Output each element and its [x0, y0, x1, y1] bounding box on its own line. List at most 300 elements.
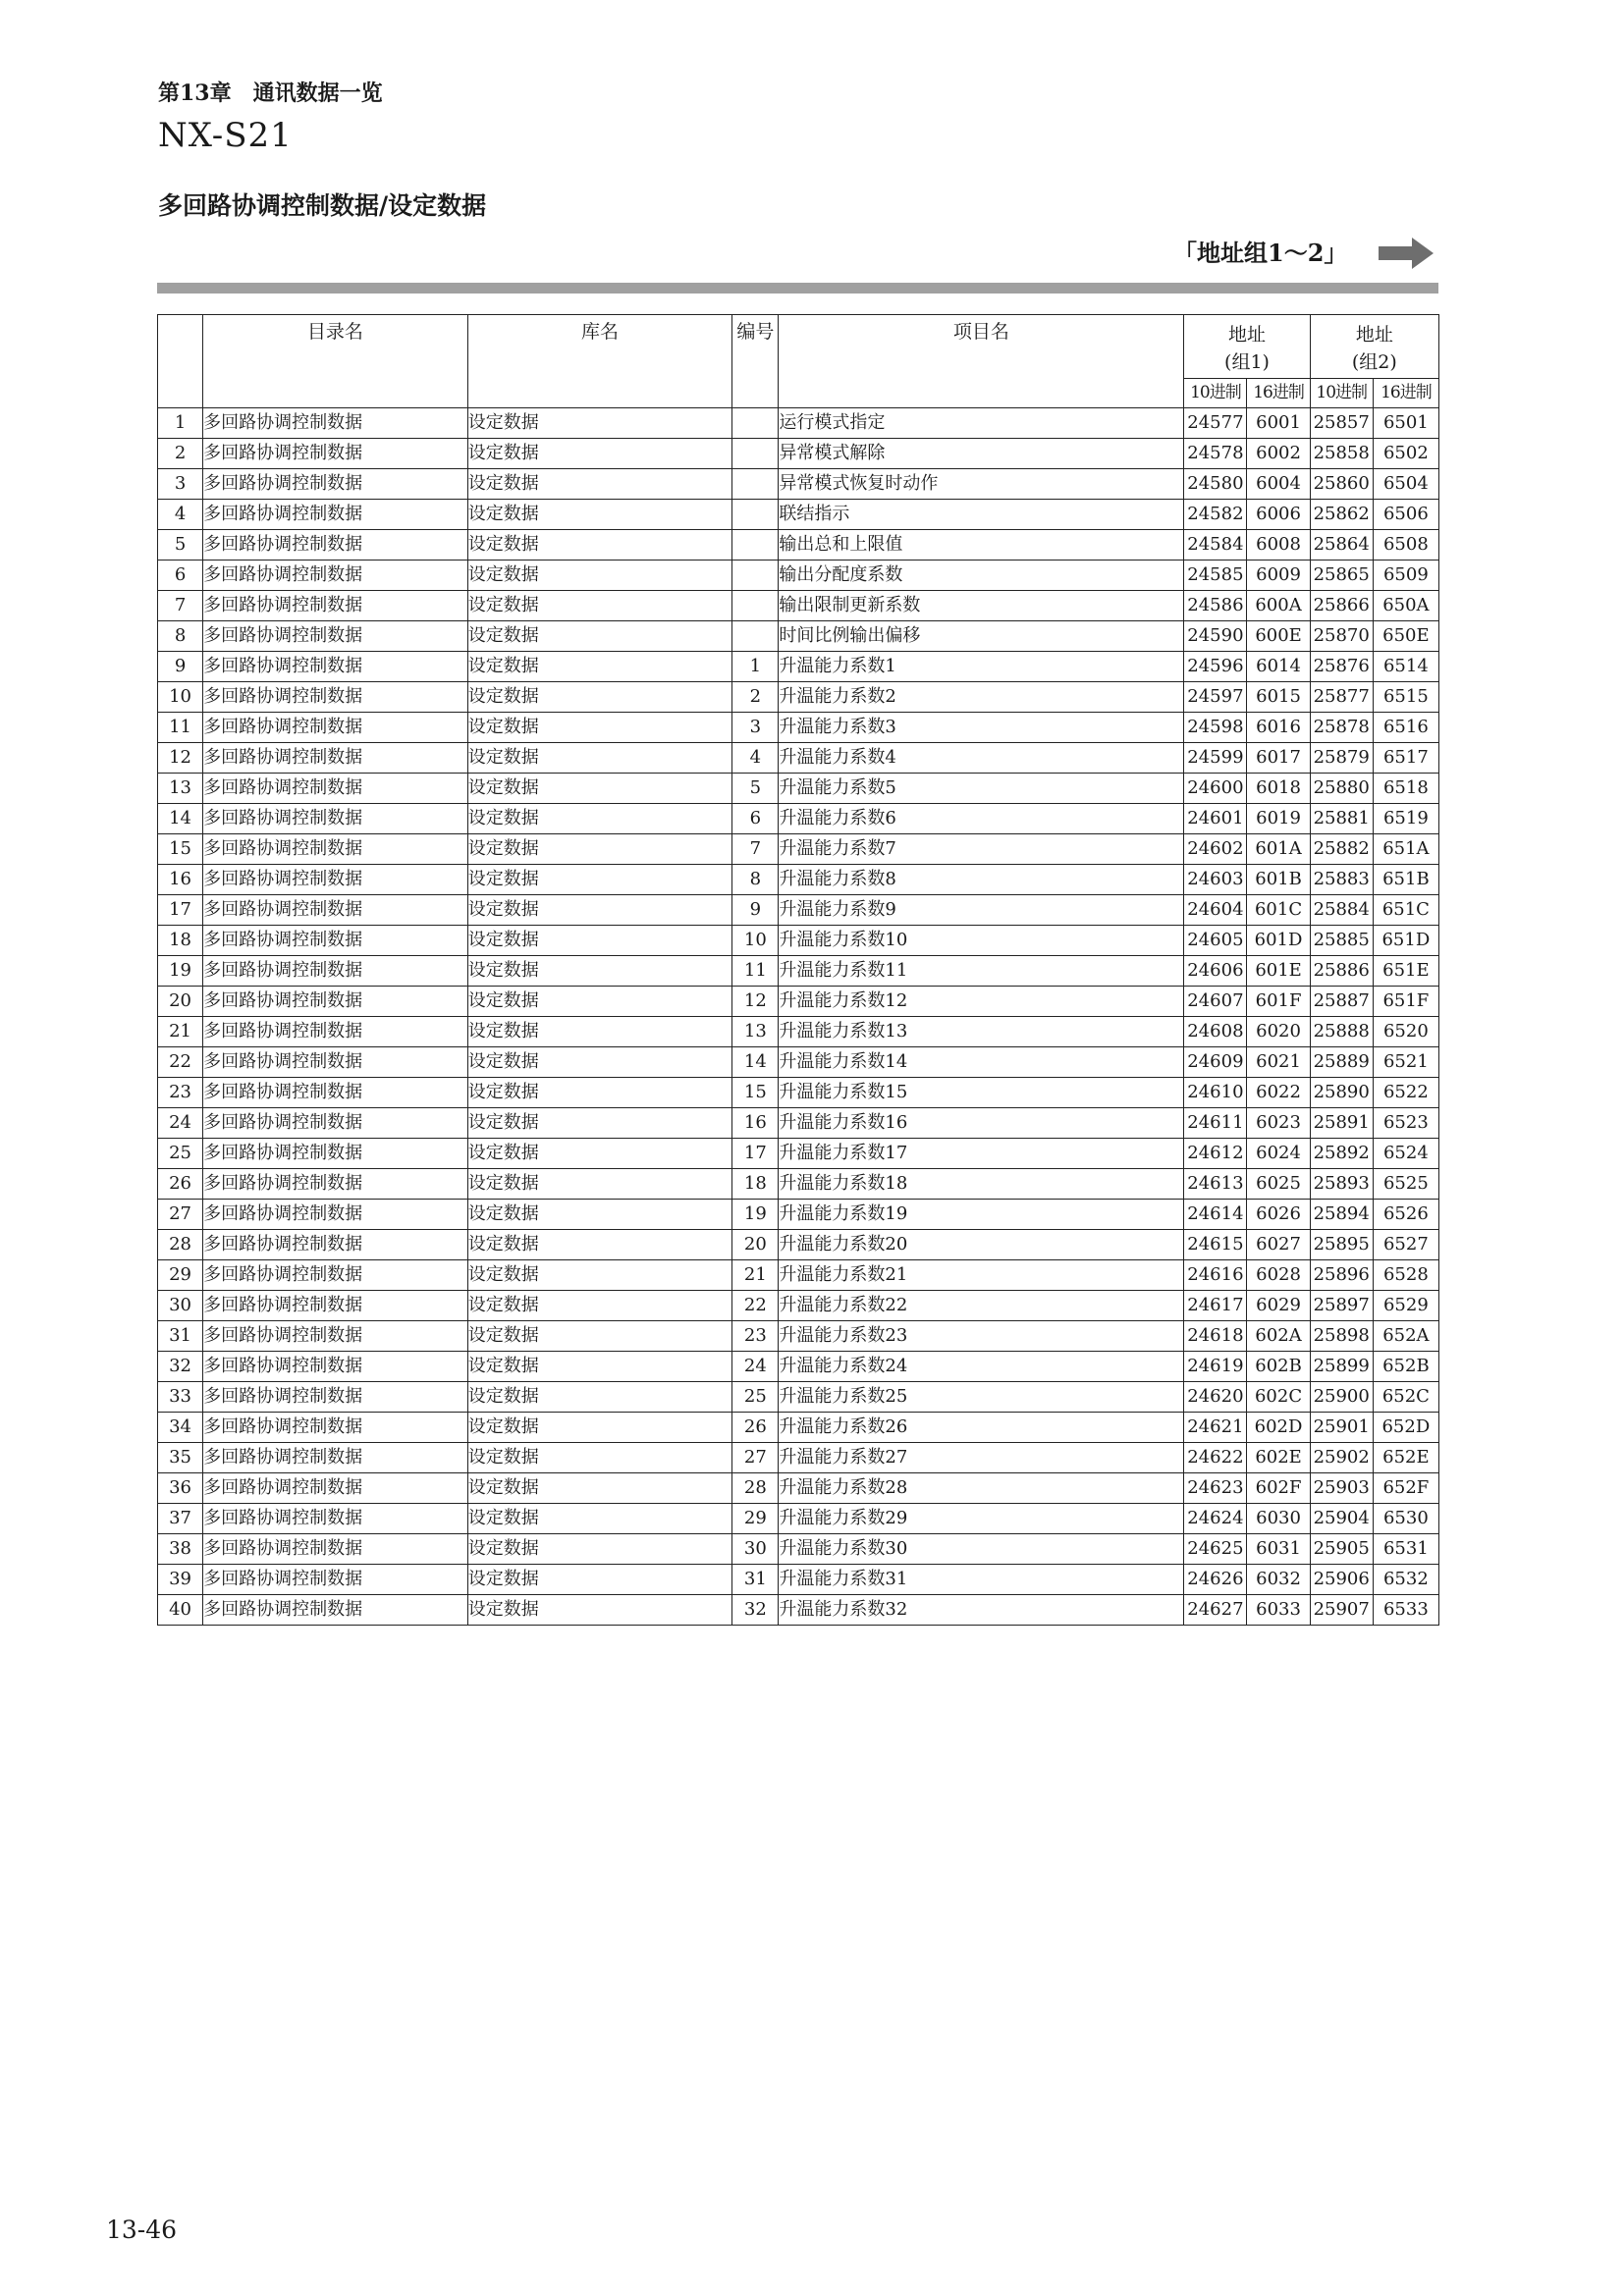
- group1-decimal-cell: 24612: [1184, 1139, 1247, 1169]
- item-number-cell: 22: [732, 1291, 779, 1321]
- catalog-name-cell: 多回路协调控制数据: [203, 1078, 468, 1108]
- item-number-cell: 23: [732, 1321, 779, 1352]
- item-number-cell: [732, 469, 779, 500]
- library-name-cell: 设定数据: [467, 1291, 732, 1321]
- header-divider: [157, 283, 1438, 294]
- item-name-cell: 升温能力系数14: [779, 1047, 1184, 1078]
- item-number-cell: 18: [732, 1169, 779, 1200]
- item-number-cell: 10: [732, 926, 779, 956]
- catalog-name-cell: 多回路协调控制数据: [203, 530, 468, 561]
- group1-hex-cell: 6002: [1247, 439, 1310, 469]
- group2-decimal-cell: 25866: [1310, 591, 1373, 621]
- catalog-name-cell: 多回路协调控制数据: [203, 1565, 468, 1595]
- group1-hex-cell: 602A: [1247, 1321, 1310, 1352]
- row-index-cell: 24: [158, 1108, 203, 1139]
- group2-hex-cell: 6526: [1373, 1200, 1438, 1230]
- group2-hex-cell: 6531: [1373, 1534, 1438, 1565]
- library-name-cell: 设定数据: [467, 500, 732, 530]
- group2-decimal-cell: 25882: [1310, 834, 1373, 865]
- item-number-cell: 24: [732, 1352, 779, 1382]
- row-index-cell: 40: [158, 1595, 203, 1626]
- group1-hex-cell: 6031: [1247, 1534, 1310, 1565]
- row-index-cell: 3: [158, 469, 203, 500]
- group1-decimal-cell: 24584: [1184, 530, 1247, 561]
- group1-decimal-cell: 24596: [1184, 652, 1247, 682]
- group1-hex-cell: 602F: [1247, 1473, 1310, 1504]
- item-number-cell: [732, 530, 779, 561]
- row-index-cell: 18: [158, 926, 203, 956]
- row-index-cell: 25: [158, 1139, 203, 1169]
- item-name-cell: 异常模式恢复时动作: [779, 469, 1184, 500]
- item-name-cell: 升温能力系数23: [779, 1321, 1184, 1352]
- group2-decimal-cell: 25865: [1310, 561, 1373, 591]
- item-name-cell: 升温能力系数20: [779, 1230, 1184, 1260]
- item-name-cell: 升温能力系数2: [779, 682, 1184, 713]
- group2-hex-cell: 6529: [1373, 1291, 1438, 1321]
- group2-decimal-cell: 25857: [1310, 408, 1373, 439]
- group2-decimal-cell: 25889: [1310, 1047, 1373, 1078]
- table-row: [158, 439, 1439, 469]
- table-row: [158, 713, 1439, 743]
- library-name-header: 库名: [467, 315, 732, 408]
- item-number-cell: [732, 408, 779, 439]
- group2-hex-cell: 650A: [1373, 591, 1438, 621]
- group1-hex-cell: 601C: [1247, 895, 1310, 926]
- group1-hex-cell: 6001: [1247, 408, 1310, 439]
- table-row: [158, 834, 1439, 865]
- catalog-name-cell: 多回路协调控制数据: [203, 1534, 468, 1565]
- table-row: [158, 1078, 1439, 1108]
- group1-hex-cell: 602C: [1247, 1382, 1310, 1413]
- group1-decimal-cell: 24604: [1184, 895, 1247, 926]
- item-number-cell: [732, 561, 779, 591]
- group1-hex-cell: 6014: [1247, 652, 1310, 682]
- table-row: [158, 408, 1439, 439]
- library-name-cell: 设定数据: [467, 987, 732, 1017]
- group2-hex-cell: 652E: [1373, 1443, 1438, 1473]
- group1-hex-cell: 6029: [1247, 1291, 1310, 1321]
- group1-hex-cell: 6027: [1247, 1230, 1310, 1260]
- group2-hex-cell: 6524: [1373, 1139, 1438, 1169]
- group1-decimal-cell: 24617: [1184, 1291, 1247, 1321]
- group2-hex-cell: 6520: [1373, 1017, 1438, 1047]
- address-group1-header: 地址 (组1): [1184, 315, 1310, 379]
- library-name-cell: 设定数据: [467, 1534, 732, 1565]
- group1-decimal-cell: 24627: [1184, 1595, 1247, 1626]
- library-name-cell: 设定数据: [467, 1078, 732, 1108]
- group2-decimal-cell: 25894: [1310, 1200, 1373, 1230]
- group1-decimal-cell: 24585: [1184, 561, 1247, 591]
- library-name-cell: 设定数据: [467, 1200, 732, 1230]
- group1-decimal-cell: 24626: [1184, 1565, 1247, 1595]
- table-row: [158, 987, 1439, 1017]
- item-number-cell: 13: [732, 1017, 779, 1047]
- catalog-name-cell: 多回路协调控制数据: [203, 1443, 468, 1473]
- catalog-name-cell: 多回路协调控制数据: [203, 1473, 468, 1504]
- group2-decimal-cell: 25870: [1310, 621, 1373, 652]
- item-number-cell: 17: [732, 1139, 779, 1169]
- catalog-name-cell: 多回路协调控制数据: [203, 1260, 468, 1291]
- item-number-cell: 29: [732, 1504, 779, 1534]
- chapter-heading: 第13章 通讯数据一览: [158, 80, 383, 106]
- library-name-cell: 设定数据: [467, 439, 732, 469]
- item-name-cell: 升温能力系数11: [779, 956, 1184, 987]
- item-name-cell: 升温能力系数31: [779, 1565, 1184, 1595]
- group2-decimal-cell: 25862: [1310, 500, 1373, 530]
- table-row: [158, 1139, 1439, 1169]
- catalog-name-cell: 多回路协调控制数据: [203, 1382, 468, 1413]
- group2-decimal-cell: 25891: [1310, 1108, 1373, 1139]
- group2-decimal-cell: 25876: [1310, 652, 1373, 682]
- group2-hex-cell: 6504: [1373, 469, 1438, 500]
- group1-hex-cell: 6006: [1247, 500, 1310, 530]
- item-number-cell: 27: [732, 1443, 779, 1473]
- group2-hex-cell: 651F: [1373, 987, 1438, 1017]
- catalog-name-cell: 多回路协调控制数据: [203, 469, 468, 500]
- row-index-cell: 21: [158, 1017, 203, 1047]
- row-index-cell: 27: [158, 1200, 203, 1230]
- library-name-cell: 设定数据: [467, 1139, 732, 1169]
- group1-hex-cell: 601E: [1247, 956, 1310, 987]
- group1-decimal-cell: 24622: [1184, 1443, 1247, 1473]
- item-number-cell: 28: [732, 1473, 779, 1504]
- group1-decimal-cell: 24621: [1184, 1413, 1247, 1443]
- catalog-name-cell: 多回路协调控制数据: [203, 1504, 468, 1534]
- row-index-cell: 37: [158, 1504, 203, 1534]
- address-group2-header: 地址 (组2): [1310, 315, 1438, 379]
- group1-hex-cell: 6019: [1247, 804, 1310, 834]
- library-name-cell: 设定数据: [467, 621, 732, 652]
- group2-decimal-cell: 25860: [1310, 469, 1373, 500]
- group1-hex-cell: 6032: [1247, 1565, 1310, 1595]
- table-row: [158, 1108, 1439, 1139]
- group2-hex-cell: 652B: [1373, 1352, 1438, 1382]
- item-name-cell: 升温能力系数4: [779, 743, 1184, 774]
- table-row: [158, 1200, 1439, 1230]
- row-index-cell: 36: [158, 1473, 203, 1504]
- table-row: [158, 621, 1439, 652]
- group1-hex-cell: 602E: [1247, 1443, 1310, 1473]
- catalog-name-cell: 多回路协调控制数据: [203, 682, 468, 713]
- library-name-cell: 设定数据: [467, 1352, 732, 1382]
- group1-decimal-cell: 24580: [1184, 469, 1247, 500]
- group1-hex-cell: 6015: [1247, 682, 1310, 713]
- table-row: [158, 1230, 1439, 1260]
- item-number-cell: 11: [732, 956, 779, 987]
- library-name-cell: 设定数据: [467, 1382, 732, 1413]
- group2-hex-cell: 652C: [1373, 1382, 1438, 1413]
- group2-decimal-cell: 25890: [1310, 1078, 1373, 1108]
- group1-decimal-cell: 24611: [1184, 1108, 1247, 1139]
- group2-hex-cell: 651B: [1373, 865, 1438, 895]
- group2-decimal-header: 10进制: [1310, 379, 1373, 408]
- group2-hex-cell: 651A: [1373, 834, 1438, 865]
- library-name-cell: 设定数据: [467, 1565, 732, 1595]
- table-row: [158, 1443, 1439, 1473]
- row-index-cell: 11: [158, 713, 203, 743]
- catalog-name-cell: 多回路协调控制数据: [203, 865, 468, 895]
- group2-hex-cell: 652A: [1373, 1321, 1438, 1352]
- group2-decimal-cell: 25898: [1310, 1321, 1373, 1352]
- group2-hex-cell: 6528: [1373, 1260, 1438, 1291]
- group2-decimal-cell: 25864: [1310, 530, 1373, 561]
- library-name-cell: 设定数据: [467, 1017, 732, 1047]
- item-number-cell: 20: [732, 1230, 779, 1260]
- library-name-cell: 设定数据: [467, 1595, 732, 1626]
- item-name-cell: 升温能力系数29: [779, 1504, 1184, 1534]
- catalog-name-cell: 多回路协调控制数据: [203, 1169, 468, 1200]
- row-index-cell: 23: [158, 1078, 203, 1108]
- section-subtitle: 多回路协调控制数据/设定数据: [158, 191, 487, 220]
- group1-decimal-cell: 24577: [1184, 408, 1247, 439]
- group1-decimal-cell: 24602: [1184, 834, 1247, 865]
- item-number-cell: 3: [732, 713, 779, 743]
- catalog-name-cell: 多回路协调控制数据: [203, 926, 468, 956]
- group1-decimal-cell: 24605: [1184, 926, 1247, 956]
- library-name-cell: 设定数据: [467, 1443, 732, 1473]
- library-name-cell: 设定数据: [467, 682, 732, 713]
- group2-hex-cell: 6518: [1373, 774, 1438, 804]
- group2-hex-cell: 6515: [1373, 682, 1438, 713]
- catalog-name-cell: 多回路协调控制数据: [203, 1017, 468, 1047]
- library-name-cell: 设定数据: [467, 1047, 732, 1078]
- row-index-cell: 34: [158, 1413, 203, 1443]
- catalog-name-cell: 多回路协调控制数据: [203, 1047, 468, 1078]
- group2-decimal-cell: 25858: [1310, 439, 1373, 469]
- table-row: [158, 530, 1439, 561]
- group2-decimal-cell: 25905: [1310, 1534, 1373, 1565]
- group1-hex-cell: 601B: [1247, 865, 1310, 895]
- group2-hex-header: 16进制: [1373, 379, 1438, 408]
- catalog-name-cell: 多回路协调控制数据: [203, 713, 468, 743]
- item-name-cell: 升温能力系数1: [779, 652, 1184, 682]
- item-number-cell: 7: [732, 834, 779, 865]
- row-index-cell: 32: [158, 1352, 203, 1382]
- group2-hex-cell: 6523: [1373, 1108, 1438, 1139]
- catalog-name-cell: 多回路协调控制数据: [203, 1108, 468, 1139]
- group1-decimal-cell: 24598: [1184, 713, 1247, 743]
- group1-decimal-header: 10进制: [1184, 379, 1247, 408]
- group2-decimal-cell: 25884: [1310, 895, 1373, 926]
- item-name-cell: 升温能力系数3: [779, 713, 1184, 743]
- row-index-cell: 29: [158, 1260, 203, 1291]
- table-row: [158, 591, 1439, 621]
- group1-decimal-cell: 24609: [1184, 1047, 1247, 1078]
- table-row: [158, 1017, 1439, 1047]
- address-group-label: 「地址组1～2」: [1173, 239, 1348, 267]
- group2-decimal-cell: 25901: [1310, 1413, 1373, 1443]
- row-index-cell: 31: [158, 1321, 203, 1352]
- group2-decimal-cell: 25897: [1310, 1291, 1373, 1321]
- group1-hex-cell: 6021: [1247, 1047, 1310, 1078]
- row-index-cell: 19: [158, 956, 203, 987]
- group1-decimal-cell: 24599: [1184, 743, 1247, 774]
- table-row: [158, 1291, 1439, 1321]
- group2-hex-cell: 6501: [1373, 408, 1438, 439]
- group2-decimal-cell: 25880: [1310, 774, 1373, 804]
- catalog-name-cell: 多回路协调控制数据: [203, 743, 468, 774]
- item-name-header: 项目名: [779, 315, 1184, 408]
- model-title: NX-S21: [158, 116, 293, 155]
- item-number-cell: 25: [732, 1382, 779, 1413]
- group2-decimal-cell: 25903: [1310, 1473, 1373, 1504]
- group1-hex-cell: 602B: [1247, 1352, 1310, 1382]
- row-index-cell: 35: [158, 1443, 203, 1473]
- item-name-cell: 运行模式指定: [779, 408, 1184, 439]
- library-name-cell: 设定数据: [467, 1108, 732, 1139]
- table-row: [158, 1504, 1439, 1534]
- group2-hex-cell: 6516: [1373, 713, 1438, 743]
- item-name-cell: 升温能力系数9: [779, 895, 1184, 926]
- library-name-cell: 设定数据: [467, 926, 732, 956]
- group2-decimal-cell: 25877: [1310, 682, 1373, 713]
- catalog-name-cell: 多回路协调控制数据: [203, 956, 468, 987]
- group2-hex-cell: 650E: [1373, 621, 1438, 652]
- table-row: [158, 682, 1439, 713]
- group1-decimal-cell: 24613: [1184, 1169, 1247, 1200]
- catalog-name-cell: 多回路协调控制数据: [203, 1413, 468, 1443]
- group1-hex-cell: 601A: [1247, 834, 1310, 865]
- group2-decimal-cell: 25900: [1310, 1382, 1373, 1413]
- library-name-cell: 设定数据: [467, 1321, 732, 1352]
- item-name-cell: 升温能力系数27: [779, 1443, 1184, 1473]
- group1-hex-cell: 6025: [1247, 1169, 1310, 1200]
- group1-hex-cell: 6030: [1247, 1504, 1310, 1534]
- table-row: [158, 1321, 1439, 1352]
- library-name-cell: 设定数据: [467, 956, 732, 987]
- catalog-name-cell: 多回路协调控制数据: [203, 834, 468, 865]
- catalog-name-cell: 多回路协调控制数据: [203, 987, 468, 1017]
- group2-hex-cell: 6508: [1373, 530, 1438, 561]
- table-row: [158, 1352, 1439, 1382]
- group1-decimal-cell: 24582: [1184, 500, 1247, 530]
- item-name-cell: 升温能力系数16: [779, 1108, 1184, 1139]
- group1-hex-header: 16进制: [1247, 379, 1310, 408]
- item-number-cell: 32: [732, 1595, 779, 1626]
- group2-decimal-cell: 25906: [1310, 1565, 1373, 1595]
- row-index-cell: 5: [158, 530, 203, 561]
- item-number-cell: 19: [732, 1200, 779, 1230]
- row-index-cell: 33: [158, 1382, 203, 1413]
- row-index-cell: 7: [158, 591, 203, 621]
- group1-hex-cell: 602D: [1247, 1413, 1310, 1443]
- item-number-cell: 4: [732, 743, 779, 774]
- catalog-name-cell: 多回路协调控制数据: [203, 1230, 468, 1260]
- group2-hex-cell: 6514: [1373, 652, 1438, 682]
- group1-hex-cell: 6017: [1247, 743, 1310, 774]
- group1-hex-cell: 6028: [1247, 1260, 1310, 1291]
- group1-hex-cell: 6022: [1247, 1078, 1310, 1108]
- catalog-name-cell: 多回路协调控制数据: [203, 591, 468, 621]
- group1-decimal-cell: 24618: [1184, 1321, 1247, 1352]
- group1-hex-cell: 6023: [1247, 1108, 1310, 1139]
- row-index-cell: 28: [158, 1230, 203, 1260]
- item-name-cell: 升温能力系数10: [779, 926, 1184, 956]
- catalog-name-cell: 多回路协调控制数据: [203, 774, 468, 804]
- item-number-cell: 30: [732, 1534, 779, 1565]
- group2-decimal-cell: 25893: [1310, 1169, 1373, 1200]
- group1-decimal-cell: 24606: [1184, 956, 1247, 987]
- table-row: [158, 1260, 1439, 1291]
- item-name-cell: 升温能力系数7: [779, 834, 1184, 865]
- item-name-cell: 时间比例输出偏移: [779, 621, 1184, 652]
- group2-decimal-cell: 25885: [1310, 926, 1373, 956]
- catalog-name-cell: 多回路协调控制数据: [203, 408, 468, 439]
- row-index-cell: 17: [158, 895, 203, 926]
- item-name-cell: 输出总和上限值: [779, 530, 1184, 561]
- item-name-cell: 升温能力系数19: [779, 1200, 1184, 1230]
- item-number-cell: 1: [732, 652, 779, 682]
- library-name-cell: 设定数据: [467, 713, 732, 743]
- item-name-cell: 升温能力系数17: [779, 1139, 1184, 1169]
- page-number: 13-46: [106, 2216, 178, 2244]
- item-number-cell: 6: [732, 804, 779, 834]
- catalog-name-cell: 多回路协调控制数据: [203, 804, 468, 834]
- row-index-cell: 13: [158, 774, 203, 804]
- row-index-cell: 12: [158, 743, 203, 774]
- group1-hex-cell: 6020: [1247, 1017, 1310, 1047]
- item-name-cell: 升温能力系数24: [779, 1352, 1184, 1382]
- library-name-cell: 设定数据: [467, 774, 732, 804]
- library-name-cell: 设定数据: [467, 834, 732, 865]
- item-name-cell: 升温能力系数18: [779, 1169, 1184, 1200]
- item-number-cell: 2: [732, 682, 779, 713]
- item-number-cell: 14: [732, 1047, 779, 1078]
- item-name-cell: 升温能力系数6: [779, 804, 1184, 834]
- group1-decimal-cell: 24608: [1184, 1017, 1247, 1047]
- row-index-cell: 26: [158, 1169, 203, 1200]
- group1-decimal-cell: 24578: [1184, 439, 1247, 469]
- item-name-cell: 输出分配度系数: [779, 561, 1184, 591]
- library-name-cell: 设定数据: [467, 743, 732, 774]
- library-name-cell: 设定数据: [467, 895, 732, 926]
- item-number-cell: 9: [732, 895, 779, 926]
- catalog-name-cell: 多回路协调控制数据: [203, 1352, 468, 1382]
- item-name-cell: 升温能力系数5: [779, 774, 1184, 804]
- group2-decimal-cell: 25899: [1310, 1352, 1373, 1382]
- group2-hex-cell: 6527: [1373, 1230, 1438, 1260]
- table-row: [158, 500, 1439, 530]
- row-index-cell: 14: [158, 804, 203, 834]
- item-number-cell: [732, 439, 779, 469]
- item-name-cell: 升温能力系数8: [779, 865, 1184, 895]
- item-number-cell: 8: [732, 865, 779, 895]
- row-index-cell: 4: [158, 500, 203, 530]
- row-index-cell: 39: [158, 1565, 203, 1595]
- group1-decimal-cell: 24615: [1184, 1230, 1247, 1260]
- table-row: [158, 1473, 1439, 1504]
- table-row: [158, 1047, 1439, 1078]
- group1-hex-cell: 6016: [1247, 713, 1310, 743]
- item-name-cell: 升温能力系数15: [779, 1078, 1184, 1108]
- item-name-cell: 升温能力系数22: [779, 1291, 1184, 1321]
- group2-decimal-cell: 25895: [1310, 1230, 1373, 1260]
- item-number-cell: 16: [732, 1108, 779, 1139]
- item-name-cell: 升温能力系数12: [779, 987, 1184, 1017]
- row-index-cell: 8: [158, 621, 203, 652]
- group2-hex-cell: 6502: [1373, 439, 1438, 469]
- catalog-name-cell: 多回路协调控制数据: [203, 500, 468, 530]
- table-row: [158, 1565, 1439, 1595]
- table-row: [158, 1169, 1439, 1200]
- group1-decimal-cell: 24597: [1184, 682, 1247, 713]
- item-name-cell: 联结指示: [779, 500, 1184, 530]
- group2-hex-cell: 6525: [1373, 1169, 1438, 1200]
- catalog-name-cell: 多回路协调控制数据: [203, 1291, 468, 1321]
- row-index-cell: 15: [158, 834, 203, 865]
- library-name-cell: 设定数据: [467, 1230, 732, 1260]
- group1-decimal-cell: 24619: [1184, 1352, 1247, 1382]
